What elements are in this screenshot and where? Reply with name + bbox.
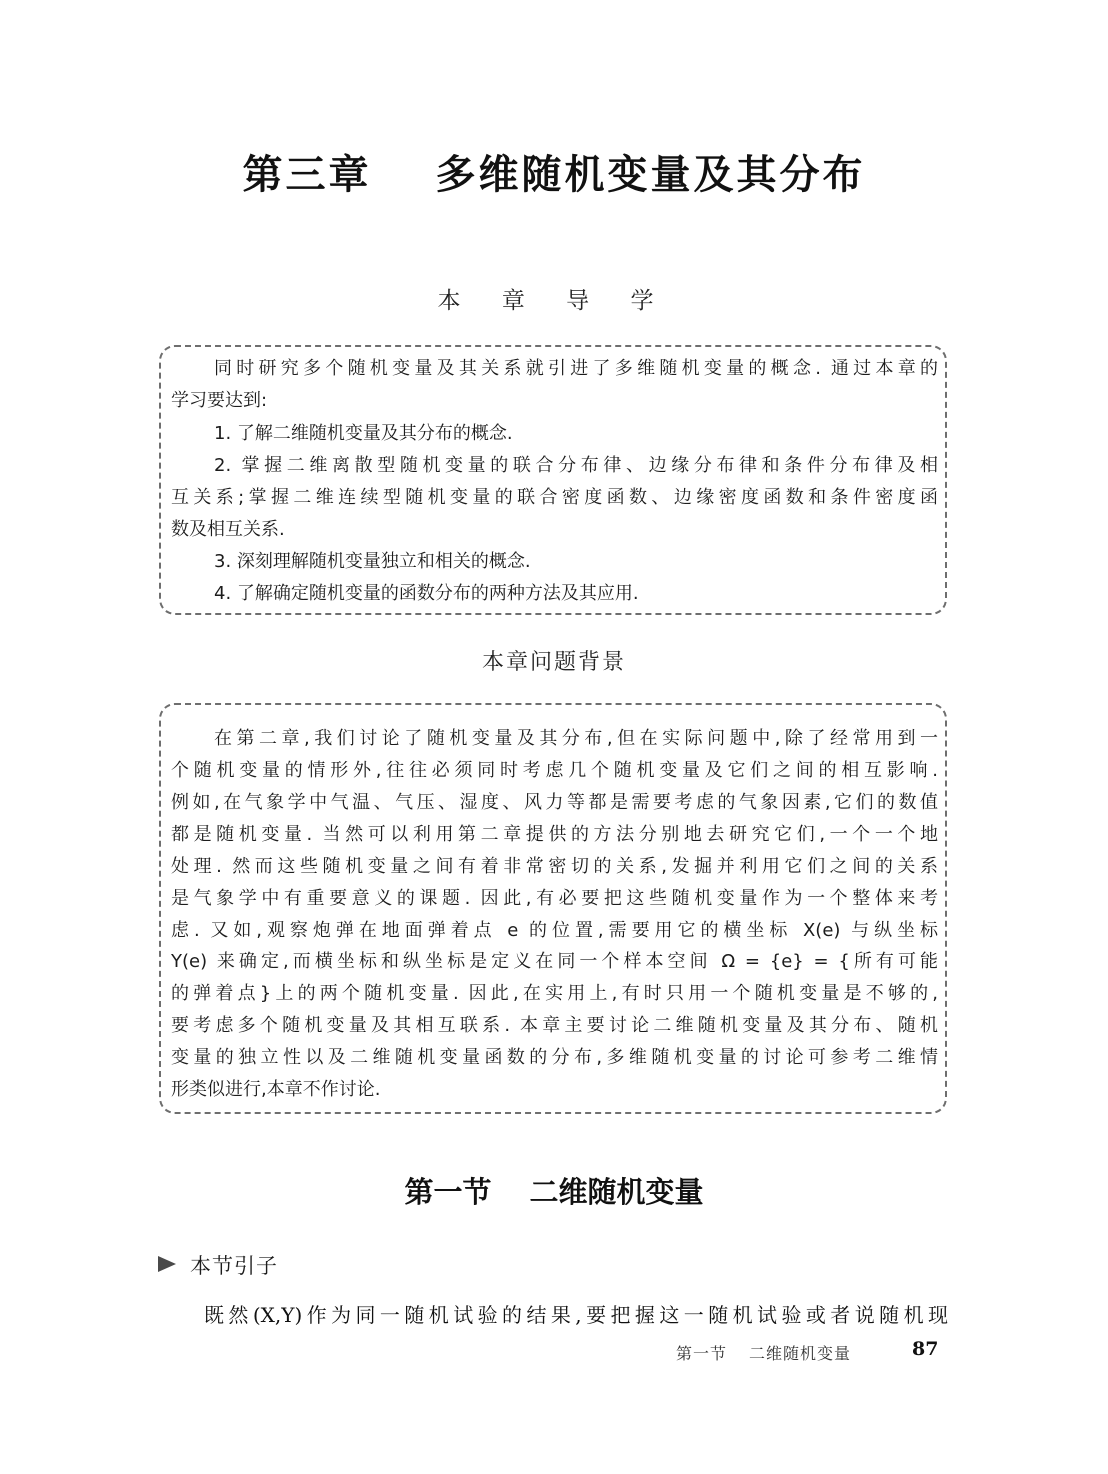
background-line: 例如,在气象学中气温、气压、湿度、风力等都是需要考虑的气象因素,它们的数值 — [171, 792, 938, 813]
background-line: 虑. 又如,观察炮弹在地面弹着点 e 的位置,需要用它的横坐标 X(e) 与纵坐标 — [171, 920, 938, 941]
background-line: 个随机变量的情形外,往往必须同时考虑几个随机变量及它们之间的相互影响. — [171, 760, 938, 781]
background-line: 的弹着点}上的两个随机变量. 因此,在实用上,有时只用一个随机变量是不够的, — [171, 983, 938, 1004]
footer-section-label: 第一节 — [676, 1344, 728, 1363]
background-line: Y(e) 来确定,而横坐标和纵坐标是定义在同一个样本空间 Ω = {e} = {所有可能 — [171, 951, 938, 972]
intro-label: 本节引子 — [190, 1254, 278, 1278]
background-line: 都是随机变量. 当然可以利用第二章提供的方法分别地去研究它们,一个一个地 — [171, 824, 938, 845]
section-label: 第一节 — [404, 1175, 492, 1209]
chapter-title — [0, 143, 1108, 200]
guide-heading: 本 章 导 学 — [437, 288, 671, 314]
background-line: 处理. 然而这些随机变量之间有着非常密切的关系,发掘并利用它们之间的关系 — [171, 856, 938, 877]
triangle-marker-icon — [158, 1256, 176, 1272]
guide-item: 1. 了解二维随机变量及其分布的概念. — [214, 423, 513, 444]
background-heading: 本章问题背景 — [481, 650, 626, 675]
background-line: 要考虑多个随机变量及其相互联系. 本章主要讨论二维随机变量及其分布、随机 — [171, 1015, 938, 1036]
guide-item: 2. 掌握二维离散型随机变量的联合分布律、边缘分布律和条件分布律及相 — [214, 455, 938, 476]
chapter-name: 多维随机变量及其分布 — [435, 151, 866, 198]
guide-item: 3. 深刻理解随机变量独立和相关的概念. — [214, 551, 531, 572]
footer-section-title: 二维随机变量 — [749, 1344, 852, 1363]
intro-paragraph: 既然(X,Y)作为同一随机试验的结果,要把握这一随机试验或者说随机现 — [204, 1303, 948, 1327]
background-line: 变量的独立性以及二维随机变量函数的分布,多维随机变量的讨论可参考二维情 — [171, 1047, 938, 1068]
guide-line: 互关系;掌握二维连续型随机变量的联合密度函数、边缘密度函数和条件密度函 — [171, 487, 938, 508]
guide-line: 学习要达到: — [171, 390, 268, 411]
guide-item: 4. 了解确定随机变量的函数分布的两种方法及其应用. — [214, 583, 639, 604]
chapter-label: 第三章 — [242, 151, 372, 198]
page-number: 87 — [912, 1338, 939, 1360]
section-title — [0, 1170, 1108, 1211]
section-name: 二维随机变量 — [529, 1175, 704, 1209]
guide-line: 数及相互关系. — [171, 519, 285, 540]
running-footer — [676, 1341, 851, 1364]
background-line: 是气象学中有重要意义的课题. 因此,有必要把这些随机变量作为一个整体来考 — [171, 888, 938, 909]
guide-line: 同时研究多个随机变量及其关系就引进了多维随机变量的概念. 通过本章的 — [214, 358, 938, 379]
background-line: 在第二章,我们讨论了随机变量及其分布,但在实际问题中,除了经常用到一 — [214, 728, 938, 749]
background-line: 形类似进行,本章不作讨论. — [171, 1079, 381, 1100]
